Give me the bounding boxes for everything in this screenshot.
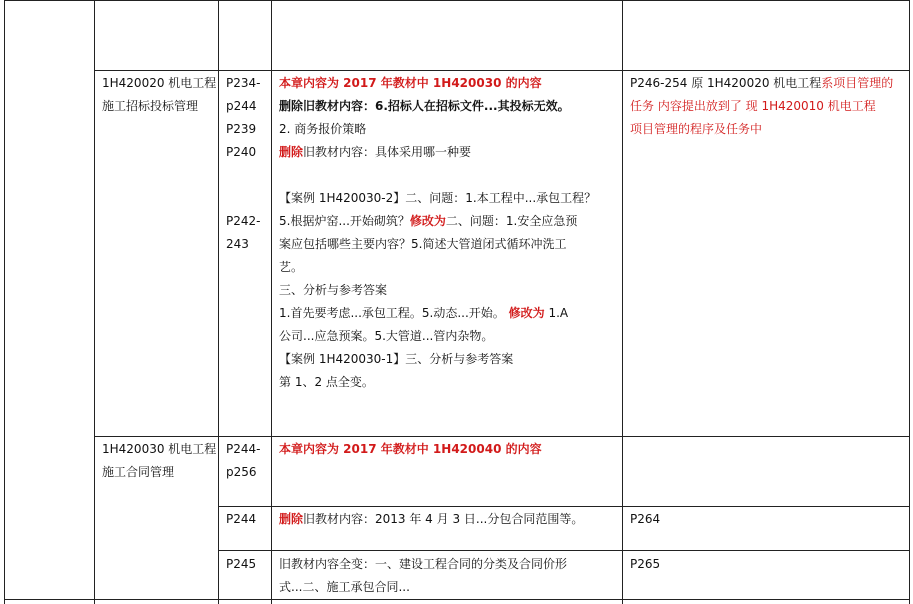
r1-case-line: 【案例 1H420030-2】二、问题：1.本工程中...承包工程？ <box>279 191 597 205</box>
spacer-line <box>279 164 596 187</box>
r2-section-cell <box>102 438 216 484</box>
r1-page-cell <box>226 72 260 256</box>
r3-content-cell <box>279 508 583 531</box>
table-border-bottom <box>4 599 910 600</box>
r1-page-line: P240 <box>226 145 257 159</box>
delete-text: 旧教材内容：2013 年 4 月 3 日...分包合同范围等。 <box>303 512 584 526</box>
r1-page-line: P234- <box>226 76 261 90</box>
r1-section-line-1: 1H420020 机电工程 <box>102 76 217 90</box>
r1-analysis-heading: 三、分析与参考答案 <box>279 283 388 297</box>
r4-page-cell: P245 <box>226 557 257 571</box>
r1-note-cell <box>630 72 893 141</box>
r2-section-line-2: 施工合同管理 <box>102 465 175 479</box>
r1-page-line: p244 <box>226 99 257 113</box>
r1-section-cell <box>102 72 216 118</box>
row-divider-4 <box>218 550 910 551</box>
r2-page-cell <box>226 438 260 484</box>
table-col-divider-2 <box>218 0 219 604</box>
r4-note-cell: P265 <box>630 557 661 571</box>
analysis-text: 1.A <box>548 306 569 320</box>
modify-marker: 修改为 <box>409 214 446 228</box>
case-text: 二、问题：1.安全应急预 <box>445 214 578 228</box>
table-border-left <box>4 0 5 604</box>
r2-page-line: P244- <box>226 442 261 456</box>
r1-delete-note: 删除旧教材内容：6.招标人在招标文件...其投标无效。 <box>279 99 570 113</box>
r1-page-line-empty <box>226 164 260 187</box>
note-text: P246-254 原 1H420020 机电工程 <box>630 76 822 90</box>
delete-marker: 删除 <box>279 512 304 526</box>
row-divider-2 <box>94 436 910 437</box>
table-col-divider-3 <box>271 0 272 604</box>
r2-section-line-1: 1H420030 机电工程 <box>102 442 217 456</box>
r2-page-line: p256 <box>226 465 257 479</box>
table-border-right <box>909 0 910 604</box>
delete-text: 旧教材内容：具体采用哪一种要 <box>303 145 472 159</box>
r1-section-line-2: 施工招标投标管理 <box>102 99 199 113</box>
row-divider-1 <box>94 70 910 71</box>
r1-page-line: P242- <box>226 214 261 228</box>
delete-marker: 删除 <box>279 145 304 159</box>
r1-page-line: P239 <box>226 122 257 136</box>
r4-content-cell <box>279 553 567 599</box>
r1-content-cell <box>279 72 596 394</box>
r1-note-line-1 <box>630 72 893 95</box>
r1-case-line: 艺。 <box>279 260 304 274</box>
r2-chapter-note: 本章内容为 2017 年教材中 1H420040 的内容 <box>279 442 542 456</box>
analysis-text: 1.首先要考虑...承包工程。5.动态...开始。 <box>279 306 505 320</box>
case-text: 5.根据炉窑...开始砌筑？ <box>279 214 410 228</box>
r1-case-line: 第 1、2 点全变。 <box>279 375 374 389</box>
r4-content-line-2: 式...二、施工承包合同... <box>279 580 410 594</box>
r1-case-modify-line <box>279 210 596 233</box>
r1-delete-line <box>279 141 596 164</box>
r1-case-line: 案应包括哪些主要内容？5.简述大管道闭式循环冲洗工 <box>279 237 567 251</box>
modify-marker: 修改为 <box>508 306 545 320</box>
r1-chapter-note: 本章内容为 2017 年教材中 1H420030 的内容 <box>279 76 542 90</box>
row-divider-3 <box>218 506 910 507</box>
r1-note-line-2: 任务 内容提出放到了 现 1H420010 机电工程 <box>630 99 876 113</box>
r3-note-cell: P264 <box>630 512 661 526</box>
r1-case-line: 【案例 1H420030-1】三、分析与参考答案 <box>279 352 514 366</box>
r4-content-line-1: 旧教材内容全变：一、建设工程合同的分类及合同价形 <box>279 557 568 571</box>
r1-analysis-modify-line <box>279 302 596 325</box>
r1-analysis-line: 公司...应急预案。5.大管道...管内杂物。 <box>279 329 494 343</box>
note-red-text: 系项目管理的 <box>821 76 894 90</box>
r1-page-line-empty <box>226 187 260 210</box>
r1-note-line-3: 项目管理的程序及任务中 <box>630 122 763 136</box>
table-col-divider-4 <box>622 0 623 604</box>
r1-page-line: 243 <box>226 237 249 251</box>
table-col-divider-1 <box>94 0 95 604</box>
table-border-top <box>4 0 910 1</box>
r3-page-cell: P244 <box>226 512 257 526</box>
r1-strategy-line: 2. 商务报价策略 <box>279 122 367 136</box>
